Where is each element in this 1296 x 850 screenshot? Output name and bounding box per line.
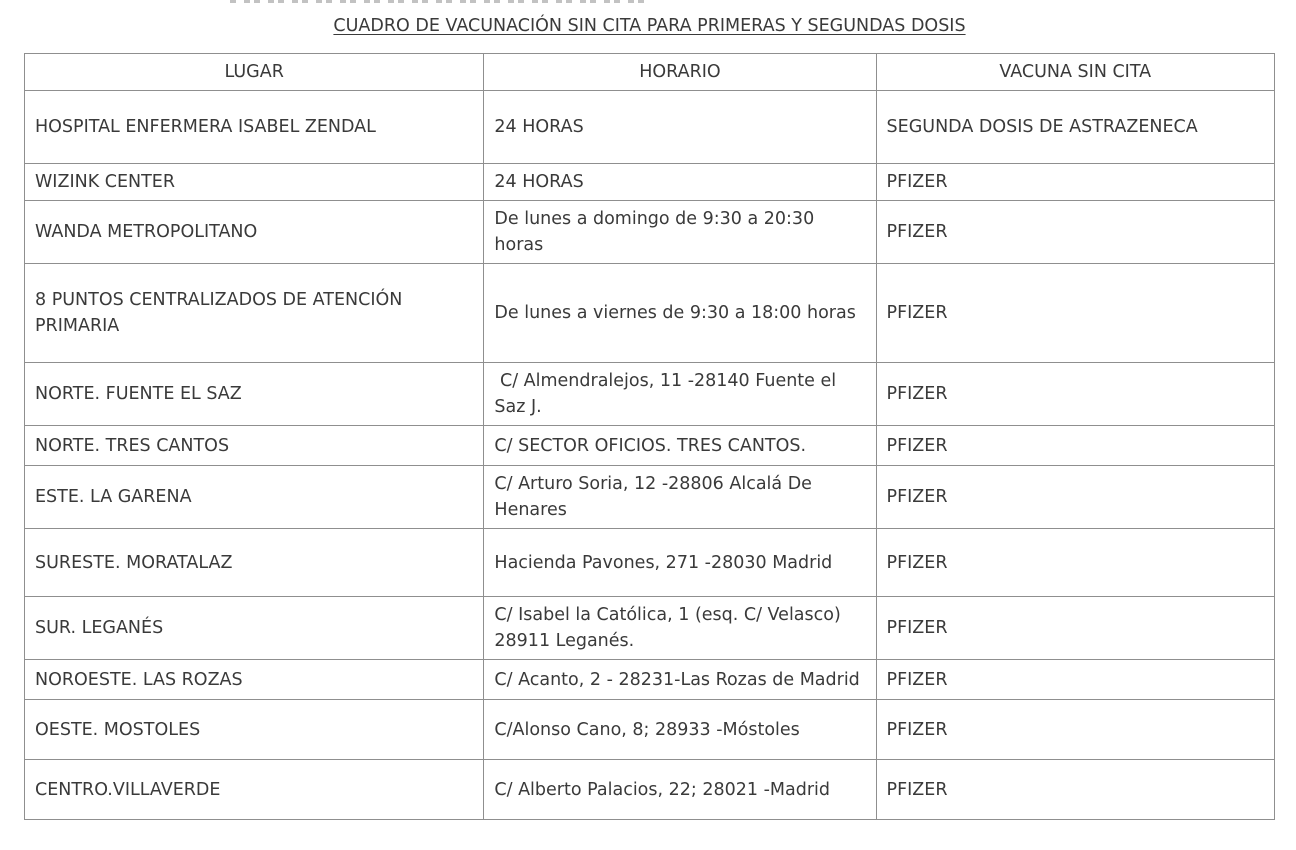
cell-lugar: NOROESTE. LAS ROZAS: [25, 660, 484, 700]
header-horario: HORARIO: [484, 54, 876, 91]
cell-vacuna: PFIZER: [876, 529, 1274, 597]
cell-vacuna: PFIZER: [876, 760, 1274, 820]
header-vacuna: VACUNA SIN CITA: [876, 54, 1274, 91]
table-row: [25, 700, 1275, 760]
cell-vacuna: PFIZER: [876, 426, 1274, 466]
cell-lugar: SUR. LEGANÉS: [25, 597, 484, 660]
cell-lugar: ESTE. LA GARENA: [25, 466, 484, 529]
cell-lugar: WANDA METROPOLITANO: [25, 201, 484, 264]
cell-horario: C/ Almendralejos, 11 -28140 Fuente el Saz J.: [484, 363, 876, 426]
cell-lugar: NORTE. TRES CANTOS: [25, 426, 484, 466]
cell-horario: 24 HORAS: [484, 164, 876, 201]
cell-horario: C/ Arturo Soria, 12 -28806 Alcalá De Henares: [484, 466, 876, 529]
cell-horario: De lunes a domingo de 9:30 a 20:30 horas: [484, 201, 876, 264]
table-row: [25, 201, 1275, 264]
table-row: [25, 597, 1275, 660]
cell-lugar: CENTRO.VILLAVERDE: [25, 760, 484, 820]
table-row: [25, 426, 1275, 466]
page-title: CUADRO DE VACUNACIÓN SIN CITA PARA PRIMERAS Y SEGUNDAS DOSIS: [333, 16, 966, 36]
cell-horario: C/Alonso Cano, 8; 28933 -Móstoles: [484, 700, 876, 760]
table-row: [25, 529, 1275, 597]
cell-horario: Hacienda Pavones, 271 -28030 Madrid: [484, 529, 876, 597]
cell-vacuna: PFIZER: [876, 700, 1274, 760]
cell-vacuna: PFIZER: [876, 660, 1274, 700]
cell-lugar: WIZINK CENTER: [25, 164, 484, 201]
cell-lugar: SURESTE. MORATALAZ: [25, 529, 484, 597]
cell-vacuna: PFIZER: [876, 363, 1274, 426]
cell-vacuna: PFIZER: [876, 466, 1274, 529]
cell-vacuna: PFIZER: [876, 164, 1274, 201]
cell-vacuna: PFIZER: [876, 201, 1274, 264]
table-row: [25, 660, 1275, 700]
cell-lugar: 8 PUNTOS CENTRALIZADOS DE ATENCIÓN PRIMARIA: [25, 264, 484, 363]
cell-horario: C/ SECTOR OFICIOS. TRES CANTOS.: [484, 426, 876, 466]
cell-horario: C/ Isabel la Católica, 1 (esq. C/ Velasco) 28911 Leganés.: [484, 597, 876, 660]
cell-horario: C/ Alberto Palacios, 22; 28021 -Madrid: [484, 760, 876, 820]
cell-vacuna: SEGUNDA DOSIS DE ASTRAZENECA: [876, 91, 1274, 164]
clipped-previous-text-line: [230, 0, 650, 4]
cell-lugar: HOSPITAL ENFERMERA ISABEL ZENDAL: [25, 91, 484, 164]
header-lugar: LUGAR: [25, 54, 484, 91]
cell-lugar: OESTE. MOSTOLES: [25, 700, 484, 760]
cell-horario: De lunes a viernes de 9:30 a 18:00 horas: [484, 264, 876, 363]
table-row: [25, 91, 1275, 164]
table-header-row: [25, 54, 1275, 91]
vaccination-table: [24, 53, 1275, 820]
cell-vacuna: PFIZER: [876, 264, 1274, 363]
table-row: [25, 164, 1275, 201]
cell-vacuna: PFIZER: [876, 597, 1274, 660]
cell-horario: C/ Acanto, 2 - 28231-Las Rozas de Madrid: [484, 660, 876, 700]
table-row: [25, 760, 1275, 820]
cell-lugar: NORTE. FUENTE EL SAZ: [25, 363, 484, 426]
table-row: [25, 264, 1275, 363]
cell-horario: 24 HORAS: [484, 91, 876, 164]
table-row: [25, 466, 1275, 529]
table-row: [25, 363, 1275, 426]
